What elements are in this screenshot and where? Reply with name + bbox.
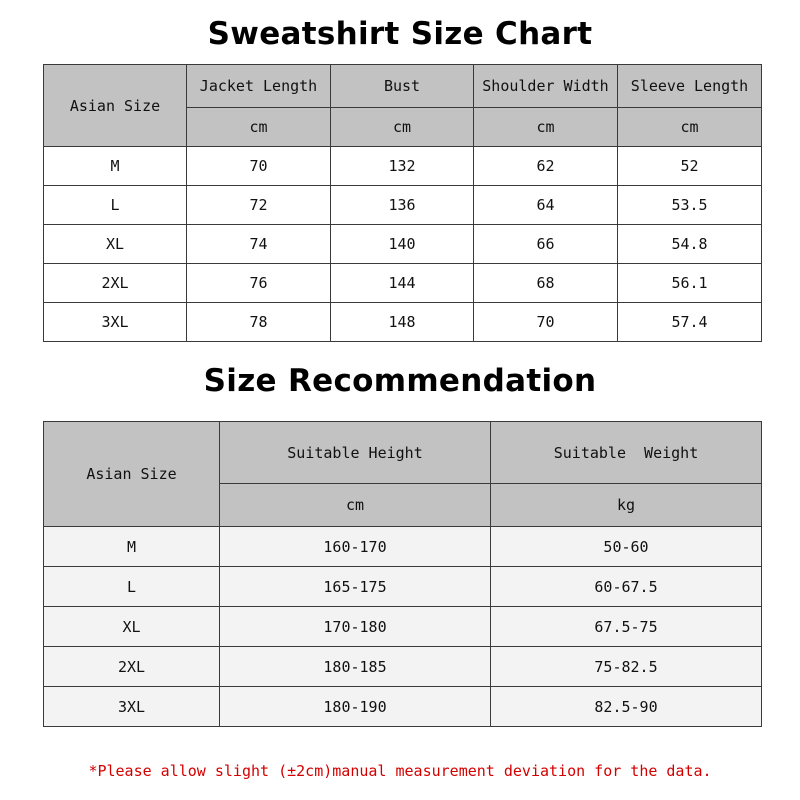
unit-cell: cm xyxy=(220,484,491,527)
value-cell: 64 xyxy=(474,186,618,225)
size-cell: L xyxy=(44,186,187,225)
value-cell: 136 xyxy=(331,186,474,225)
size-recommendation-table xyxy=(43,421,762,727)
size-chart-size-header: Asian Size xyxy=(44,65,187,147)
size-cell: 2XL xyxy=(44,647,220,687)
value-cell: 72 xyxy=(187,186,331,225)
size-cell: XL xyxy=(44,225,187,264)
table-row xyxy=(44,264,762,303)
size-cell: M xyxy=(44,527,220,567)
recommendation-header-row xyxy=(44,422,762,484)
recommendation-size-header: Asian Size xyxy=(44,422,220,527)
unit-cell: cm xyxy=(331,108,474,147)
table-row xyxy=(44,647,762,687)
column-header-suitable-weight: Suitable Weight xyxy=(491,422,762,484)
value-cell: 170-180 xyxy=(220,607,491,647)
value-cell: 75-82.5 xyxy=(491,647,762,687)
value-cell: 66 xyxy=(474,225,618,264)
value-cell: 60-67.5 xyxy=(491,567,762,607)
size-chart-table xyxy=(43,64,762,342)
value-cell: 148 xyxy=(331,303,474,342)
value-cell: 160-170 xyxy=(220,527,491,567)
value-cell: 52 xyxy=(618,147,762,186)
size-cell: 2XL xyxy=(44,264,187,303)
column-header-bust: Bust xyxy=(331,65,474,108)
table-row xyxy=(44,687,762,727)
unit-cell: cm xyxy=(618,108,762,147)
column-header-shoulder-width: Shoulder Width xyxy=(474,65,618,108)
value-cell: 67.5-75 xyxy=(491,607,762,647)
size-cell: XL xyxy=(44,607,220,647)
table-row xyxy=(44,147,762,186)
value-cell: 53.5 xyxy=(618,186,762,225)
unit-cell: cm xyxy=(187,108,331,147)
value-cell: 70 xyxy=(187,147,331,186)
unit-cell: kg xyxy=(491,484,762,527)
table-row xyxy=(44,186,762,225)
value-cell: 144 xyxy=(331,264,474,303)
value-cell: 165-175 xyxy=(220,567,491,607)
value-cell: 57.4 xyxy=(618,303,762,342)
table-row xyxy=(44,225,762,264)
column-header-suitable-height: Suitable Height xyxy=(220,422,491,484)
size-cell: 3XL xyxy=(44,303,187,342)
table-row xyxy=(44,567,762,607)
column-header-sleeve-length: Sleeve Length xyxy=(618,65,762,108)
table-row xyxy=(44,607,762,647)
value-cell: 62 xyxy=(474,147,618,186)
size-cell: L xyxy=(44,567,220,607)
value-cell: 180-190 xyxy=(220,687,491,727)
value-cell: 50-60 xyxy=(491,527,762,567)
size-chart-header-row xyxy=(44,65,762,108)
table-row xyxy=(44,303,762,342)
value-cell: 76 xyxy=(187,264,331,303)
size-chart-title: Sweatshirt Size Chart xyxy=(207,16,593,52)
unit-cell: cm xyxy=(474,108,618,147)
value-cell: 140 xyxy=(331,225,474,264)
value-cell: 68 xyxy=(474,264,618,303)
value-cell: 70 xyxy=(474,303,618,342)
table-row xyxy=(44,527,762,567)
value-cell: 132 xyxy=(331,147,474,186)
column-header-jacket-length: Jacket Length xyxy=(187,65,331,108)
size-recommendation-title: Size Recommendation xyxy=(203,363,597,399)
size-cell: M xyxy=(44,147,187,186)
value-cell: 56.1 xyxy=(618,264,762,303)
size-cell: 3XL xyxy=(44,687,220,727)
measurement-deviation-note: *Please allow slight (±2cm)manual measurement deviation for the data. xyxy=(88,762,712,780)
value-cell: 82.5-90 xyxy=(491,687,762,727)
value-cell: 74 xyxy=(187,225,331,264)
value-cell: 54.8 xyxy=(618,225,762,264)
value-cell: 180-185 xyxy=(220,647,491,687)
value-cell: 78 xyxy=(187,303,331,342)
